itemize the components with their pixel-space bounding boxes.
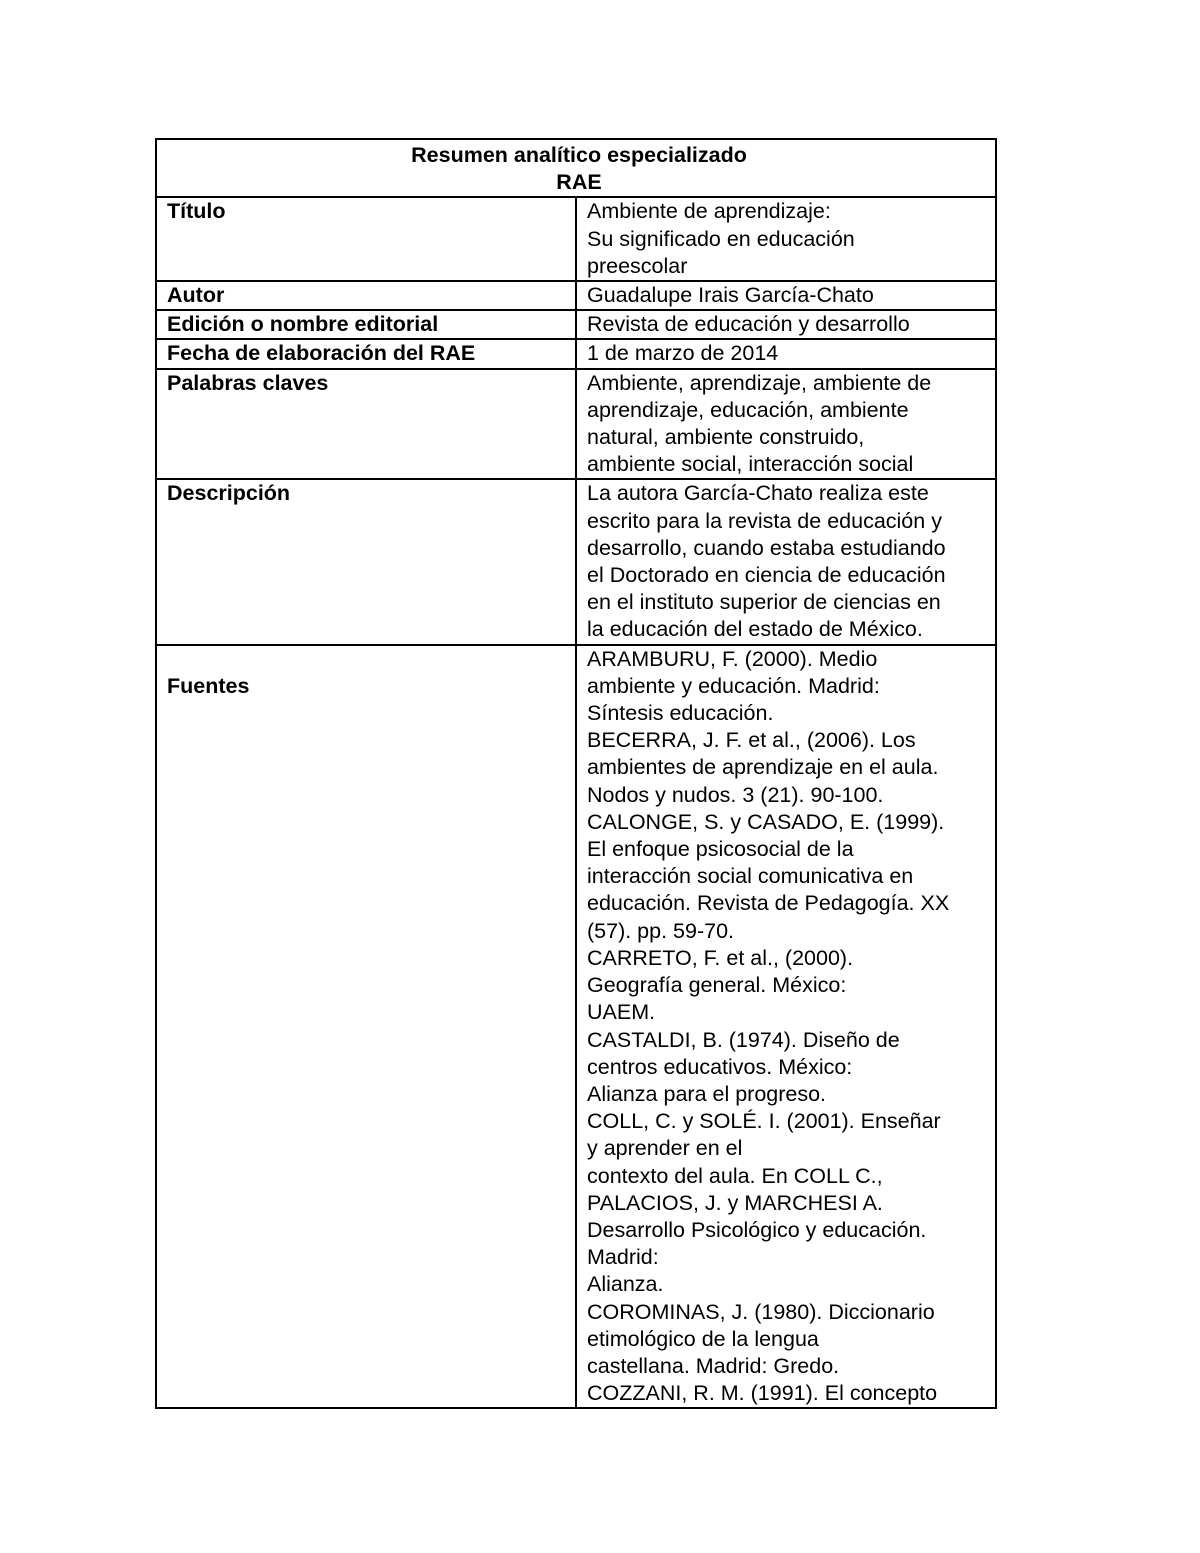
row-edicion: [156, 310, 996, 339]
row-fecha: [156, 339, 996, 368]
text-line: Síntesis educación.: [587, 701, 774, 726]
text-line: Alianza para el progreso.: [587, 1081, 827, 1106]
value-edicion: [576, 310, 996, 339]
text-line: PALACIOS, J. y MARCHESI A.: [587, 1190, 883, 1215]
value-autor: [576, 281, 996, 310]
text-line: desarrollo, cuando estaba estudiando: [587, 535, 946, 560]
label-titulo: Título: [156, 197, 576, 281]
row-fuentes: [156, 645, 996, 1409]
value-fuentes: [576, 645, 996, 1409]
text-line: escrito para la revista de educación y: [587, 508, 942, 533]
text-line: BECERRA, J. F. et al., (2006). Los: [587, 728, 916, 753]
text-line: interacción social comunicativa en: [587, 864, 914, 889]
text-line: Geografía general. México:: [587, 973, 847, 998]
label-fecha: Fecha de elaboración del RAE: [156, 339, 576, 368]
text-line: Ambiente de aprendizaje:: [587, 199, 831, 224]
value-fecha: [576, 339, 996, 368]
text-line: ambiente social, interacción social: [587, 452, 914, 477]
text-line: CARRETO, F. et al., (2000).: [587, 945, 854, 970]
text-line: natural, ambiente construido,: [587, 425, 865, 450]
text-line: La autora García-Chato realiza este: [587, 481, 929, 506]
text-line: aprendizaje, educación, ambiente: [587, 397, 909, 422]
row-palabras: [156, 369, 996, 480]
text-line: Madrid:: [587, 1245, 659, 1270]
text-line: CASTALDI, B. (1974). Diseño de: [587, 1027, 900, 1052]
value-titulo: [576, 197, 996, 281]
text-line: Nodos y nudos. 3 (21). 90-100.: [587, 782, 884, 807]
text-line: y aprender en el: [587, 1136, 743, 1161]
text-line: Alianza.: [587, 1272, 664, 1297]
text-line: El enfoque psicosocial de la: [587, 837, 854, 862]
text-line: la educación del estado de México.: [587, 617, 923, 642]
table-subtitle: RAE: [556, 170, 602, 195]
label-descripcion: Descripción: [156, 479, 576, 644]
value-descripcion: [576, 479, 996, 644]
text-line: Guadalupe Irais García-Chato: [587, 283, 874, 308]
text-line: Desarrollo Psicológico y educación.: [587, 1217, 927, 1242]
text-line: Ambiente, aprendizaje, ambiente de: [587, 370, 932, 395]
text-line: el Doctorado en ciencia de educación: [587, 563, 946, 588]
text-line: Revista de educación y desarrollo: [587, 312, 910, 337]
text-line: etimológico de la lengua: [587, 1326, 819, 1351]
text-line: (57). pp. 59-70.: [587, 918, 735, 943]
row-titulo: [156, 197, 996, 281]
row-autor: [156, 281, 996, 310]
text-line: ambiente y educación. Madrid:: [587, 673, 880, 698]
text-line: UAEM.: [587, 1000, 656, 1025]
text-line: castellana. Madrid: Gredo.: [587, 1353, 840, 1378]
text-line: ambientes de aprendizaje en el aula.: [587, 755, 939, 780]
text-line: educación. Revista de Pedagogía. XX: [587, 891, 950, 916]
label-fuentes: Fuentes: [156, 645, 576, 1409]
text-line: 1 de marzo de 2014: [587, 341, 779, 366]
value-palabras: [576, 369, 996, 480]
text-line: Su significado en educación: [587, 226, 855, 251]
label-palabras: Palabras claves: [156, 369, 576, 480]
text-line: COROMINAS, J. (1980). Diccionario: [587, 1299, 935, 1324]
header-row: [156, 139, 996, 197]
text-line: COZZANI, R. M. (1991). El concepto: [587, 1381, 938, 1406]
rae-table: [155, 138, 997, 1409]
header-cell: [156, 139, 996, 197]
text-line: en el instituto superior de ciencias en: [587, 590, 941, 615]
label-edicion: Edición o nombre editorial: [156, 310, 576, 339]
text-line: centros educativos. México:: [587, 1054, 853, 1079]
text-line: CALONGE, S. y CASADO, E. (1999).: [587, 809, 945, 834]
text-line: contexto del aula. En COLL C.,: [587, 1163, 883, 1188]
text-line: COLL, C. y SOLÉ. I. (2001). Enseñar: [587, 1109, 941, 1134]
label-autor: Autor: [156, 281, 576, 310]
text-line: preescolar: [587, 253, 688, 278]
row-descripcion: [156, 479, 996, 644]
text-line: ARAMBURU, F. (2000). Medio: [587, 646, 878, 671]
table-title: Resumen analítico especializado: [411, 143, 747, 167]
